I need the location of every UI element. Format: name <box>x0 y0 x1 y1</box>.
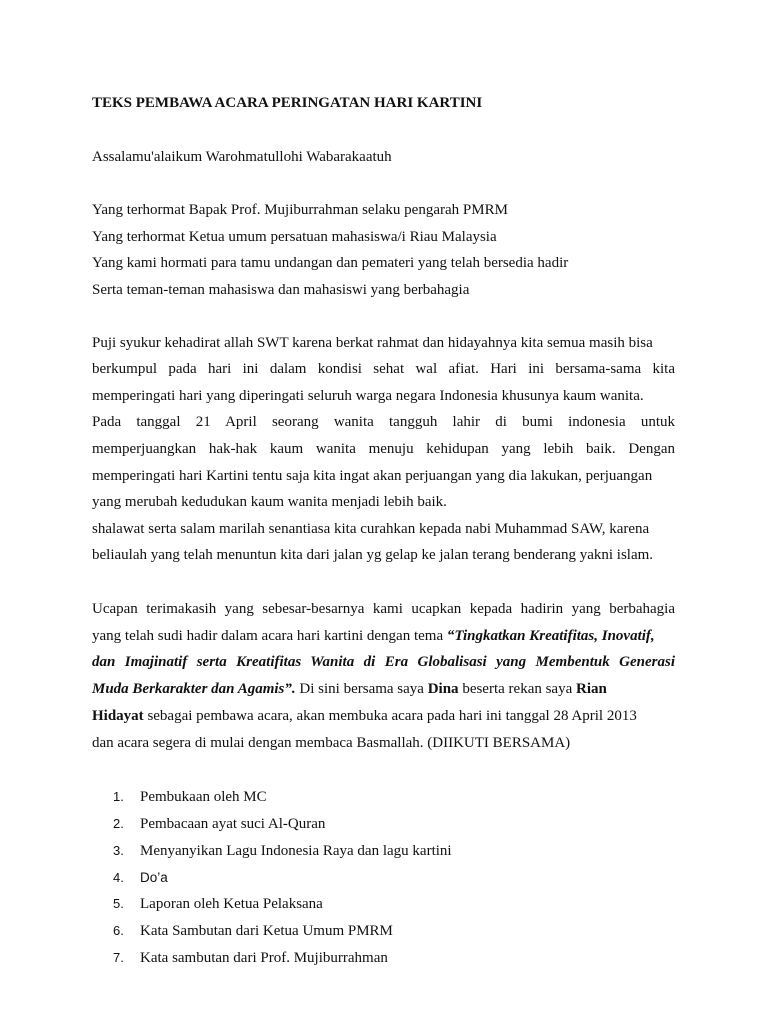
paragraph2-line <box>92 627 675 645</box>
paragraph2-line: dan acara segera di mulai dengan membaca Basmallah. (DIIKUTI BERSAMA) <box>92 735 571 751</box>
list-item: Laporan oleh Ketua Pelaksana <box>140 896 323 912</box>
plain-text: Di sini bersama saya <box>295 681 428 697</box>
paragraph1-line: beliaulah yang telah menuntun kita dari jalan yg gelap ke jalan terang benderang yakni islam. <box>92 547 654 563</box>
salutation-line: Yang terhormat Bapak Prof. Mujiburrahman selaku pengarah PMRM <box>92 202 508 218</box>
paragraph2-line <box>92 680 675 698</box>
plain-text: yang telah sudi hadir dalam acara hari kartini dengan tema <box>92 628 447 644</box>
paragraph1-line: Pada tanggal 21 April seorang wanita tangguh lahir di bumi indonesia untuk <box>92 414 675 430</box>
paragraph1-line: yang merubah kedudukan kaum wanita menjadi lebih baik. <box>92 494 447 510</box>
list-item: Pembukaan oleh MC <box>140 789 267 805</box>
salutation-line: Serta teman-teman mahasiswa dan mahasiswi yang berbahagia <box>92 282 470 298</box>
paragraph1-line: memperingati hari yang diperingati seluruh warga negara Indonesia khusunya kaum wanita. <box>92 388 644 404</box>
paragraph1-line: memperjuangkan hak-hak kaum wanita menuju kehidupan yang lebih baik. Dengan <box>92 441 675 457</box>
plain-text: sebagai pembawa acara, akan membuka acara pada hari ini tanggal 28 April 2013 <box>143 708 637 724</box>
salutation-line: Yang terhormat Ketua umum persatuan mahasiswa/i Riau Malaysia <box>92 229 497 245</box>
paragraph1-line: berkumpul pada hari ini dalam kondisi sehat wal afiat. Hari ini bersama-sama kita <box>92 361 675 377</box>
theme-line: dan Imajinatif serta Kreatifitas Wanita di Era Globalisasi yang Membentuk Generasi <box>92 654 675 670</box>
list-item-number: 7. <box>113 950 124 965</box>
list-item: Pembacaan ayat suci Al-Quran <box>140 816 326 832</box>
paragraph1-line: shalawat serta salam marilah senantiasa kita curahkan kepada nabi Muhammad SAW, karena <box>92 521 650 537</box>
paragraph1-line: memperingati hari Kartini tentu saja kita ingat akan perjuangan yang dia lakukan, perjuangan <box>92 468 653 484</box>
mc-name: Hidayat <box>92 708 144 724</box>
list-item-number: 3. <box>113 843 124 858</box>
mc-name: Dina <box>427 681 459 697</box>
document-title: TEKS PEMBAWA ACARA PERINGATAN HARI KARTINI <box>92 95 483 111</box>
paragraph1-line: Puji syukur kehadirat allah SWT karena berkat rahmat dan hidayahnya kita semua masih bisa <box>92 335 653 351</box>
paragraph2-line <box>92 707 675 725</box>
list-item-number: 5. <box>113 896 124 911</box>
list-item-number: 4. <box>113 870 124 885</box>
list-item-number: 2. <box>113 816 124 831</box>
paragraph2-line: Ucapan terimakasih yang sebesar-besarnya kami ucapkan kepada hadirin yang berbahagia <box>92 601 675 617</box>
list-item: Kata Sambutan dari Ketua Umum PMRM <box>140 923 393 939</box>
list-item: Do’a <box>140 870 168 885</box>
theme-text: Muda Berkarakter dan Agamis”. <box>92 681 296 697</box>
plain-text: beserta rekan saya <box>458 681 576 697</box>
greeting: Assalamu'alaikum Warohmatullohi Wabarakaatuh <box>92 149 392 165</box>
list-item-number: 1. <box>113 789 124 804</box>
mc-name: Rian <box>576 681 607 697</box>
list-item: Kata sambutan dari Prof. Mujiburrahman <box>140 950 388 966</box>
theme-text: “Tingkatkan Kreatifitas, Inovatif, <box>446 628 655 644</box>
salutation-line: Yang kami hormati para tamu undangan dan pemateri yang telah bersedia hadir <box>92 255 569 271</box>
list-item-number: 6. <box>113 923 124 938</box>
list-item: Menyanyikan Lagu Indonesia Raya dan lagu kartini <box>140 843 452 859</box>
